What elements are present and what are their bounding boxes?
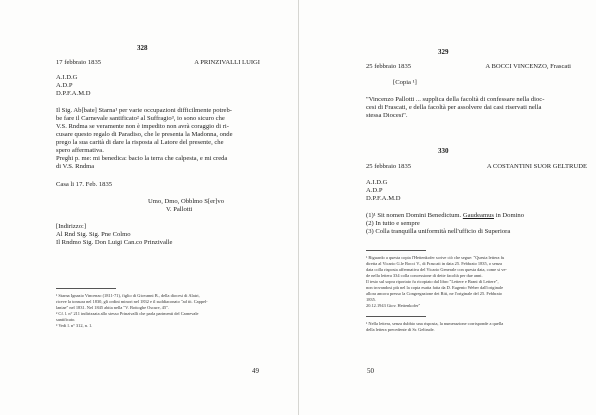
numbered-item: (1)¹ Sit nomen Domini Benedictum. Gaudeamus in Domino — [366, 212, 525, 219]
letter-date: 17 febbraio 1835 — [56, 59, 102, 66]
footnote-line: riceve la tonsura nel 1830, gli ordini minori nel 1832 e il suddiaconato "ad tit. Cappel- — [56, 299, 208, 304]
body-line: Il Sig. Ab[bate] Starna¹ per varie occupazioni difficilmente potreb- — [56, 107, 232, 114]
footnote-line: della lettera precedente di Sr. Geltrude. — [366, 327, 435, 332]
underlined-word: Gaudeamus — [462, 212, 494, 219]
letter-recipient: A BOCCI VINCENZO, Frascati — [485, 63, 571, 70]
address-line: Al Rnd Sig. Sig. Pne Colmo — [56, 231, 131, 238]
copy-note: [Copia ¹] — [393, 79, 417, 86]
footnote-rule — [366, 316, 426, 317]
footnote-line: ³ Vedi l. n° 312, n. 1. — [56, 323, 93, 328]
footnote-line: de nella lettera 334 colla concessione di dette facoltà per due anni. — [366, 273, 483, 278]
body-line: Preghi p. me: mi benedica: bacio la terra che calpesta, e mi creda — [56, 155, 228, 162]
body-line: cusare questo regalo di Paradiso, che le presenta la Madonna, onde — [56, 131, 233, 138]
body-line: "Vincenzo Pallotti ... supplica della facoltà di confessare nella dioc- — [366, 96, 545, 103]
body-line: stessa Diocesi". — [366, 112, 408, 119]
footnote-line: allora ancora presso la Congregazione dei Riti, ne l'originale del 25. Febbraio — [366, 291, 503, 296]
numbered-item: (3) Colla tranquilla uniformità nell'ufficio di Superiora — [366, 228, 511, 235]
signature: V. Pallotti — [166, 206, 193, 213]
footnote-line: non trovandosi più nel la copia esatta fatta da D. Eugenio Weber dall'originale — [366, 285, 504, 290]
footnote-line: data colla risposta affermativa del Vicario Generale con questa data, come si ve- — [366, 267, 507, 272]
letter-date: 25 febbraio 1835 — [366, 163, 412, 170]
letter-number: 328 — [137, 44, 148, 52]
salutation-line: A.D.P — [56, 82, 73, 89]
footnote-line: Il testo sul sopra riportato fu ricopiato dal libro "Lettere e Brani di Lettere", — [366, 279, 499, 284]
address-line: Il Rndmo Sig. Don Luigi Can.co Prinzivalle — [56, 239, 173, 246]
salutation-line: D.P.F.A.M.D — [366, 195, 401, 202]
footnote-line: 1835. — [366, 297, 376, 302]
letter-recipient: A PRINZIVALLI LUIGI — [194, 59, 260, 66]
body-line: cesi di Frascati, e della facoltà per assolvere dai casi riservati nella — [366, 104, 542, 111]
body-line: be fare il Carnevale santificato² al Suffragio³, io sono sicuro che — [56, 115, 225, 122]
salutation-line: A.D.P — [366, 187, 383, 194]
footnote-line: ¹ Starna Ignazio Vincenzo (1811-71), figlio di Giovanni B., della diocesi di Alatri, — [56, 293, 200, 298]
body-line: spero affermativa. — [56, 147, 104, 154]
address-line: [Indirizzo:] — [56, 223, 87, 230]
numbered-item: (2) In tutto e sempre — [366, 220, 420, 227]
body-line: di V.S. Rndma — [56, 163, 95, 170]
body-line: prego la sua carità di dare la risposta al Latore del presente, che — [56, 139, 224, 146]
footnote-rule — [366, 250, 426, 251]
page-number: 49 — [252, 367, 259, 375]
footnote-line: ¹ Riguardo a questa copia l'Hettenkofer scrive ciò che segue: "Questa lettera fu — [366, 255, 505, 260]
footnote-line: ² Cf. l. n° 211 indirizzata allo stesso Prinzivalli che parla parimenti del Carnevale — [56, 311, 199, 316]
salutation-line: D.P.F.A.M.D — [56, 90, 91, 97]
letter-date: 25 febbraio 1835 — [366, 63, 412, 70]
letter-number: 329 — [438, 48, 449, 56]
body-line: V.S. Rndma se veramente non è impedito non avrà coraggio di ri- — [56, 123, 229, 130]
letter-number: 330 — [438, 147, 449, 155]
page-number: 50 — [367, 367, 374, 375]
salutation-line: A.I.D.G — [366, 179, 388, 186]
salutation-line: A.I.D.G — [56, 74, 78, 81]
place-date: Casa li 17. Feb. 1835 — [56, 181, 113, 188]
footnote-rule — [56, 288, 116, 289]
footnote-line: ¹ Nella lettera, senza dubbio una risposta, la numerazione corrisponde a quella — [366, 321, 504, 326]
footnote-line: 20.12.1943 Giov. Hettenkofer" — [366, 303, 421, 308]
closing: Umo, Dmo, Obblmo S[er]vo — [148, 198, 225, 205]
footnote-line: diretta al Vicario G.le Bocci V., di Frascati in data 25. Febbraio 1835, o senza — [366, 261, 502, 266]
footnote-line: laniae" nel 1831. Nel 1845 abita nella "V. Bottoghe Oscure, 45". — [56, 305, 170, 310]
footnote-line: santificato. — [56, 317, 76, 322]
letter-recipient: A COSTANTINI SUOR GELTRUDE — [486, 163, 587, 170]
right-page — [298, 0, 596, 415]
